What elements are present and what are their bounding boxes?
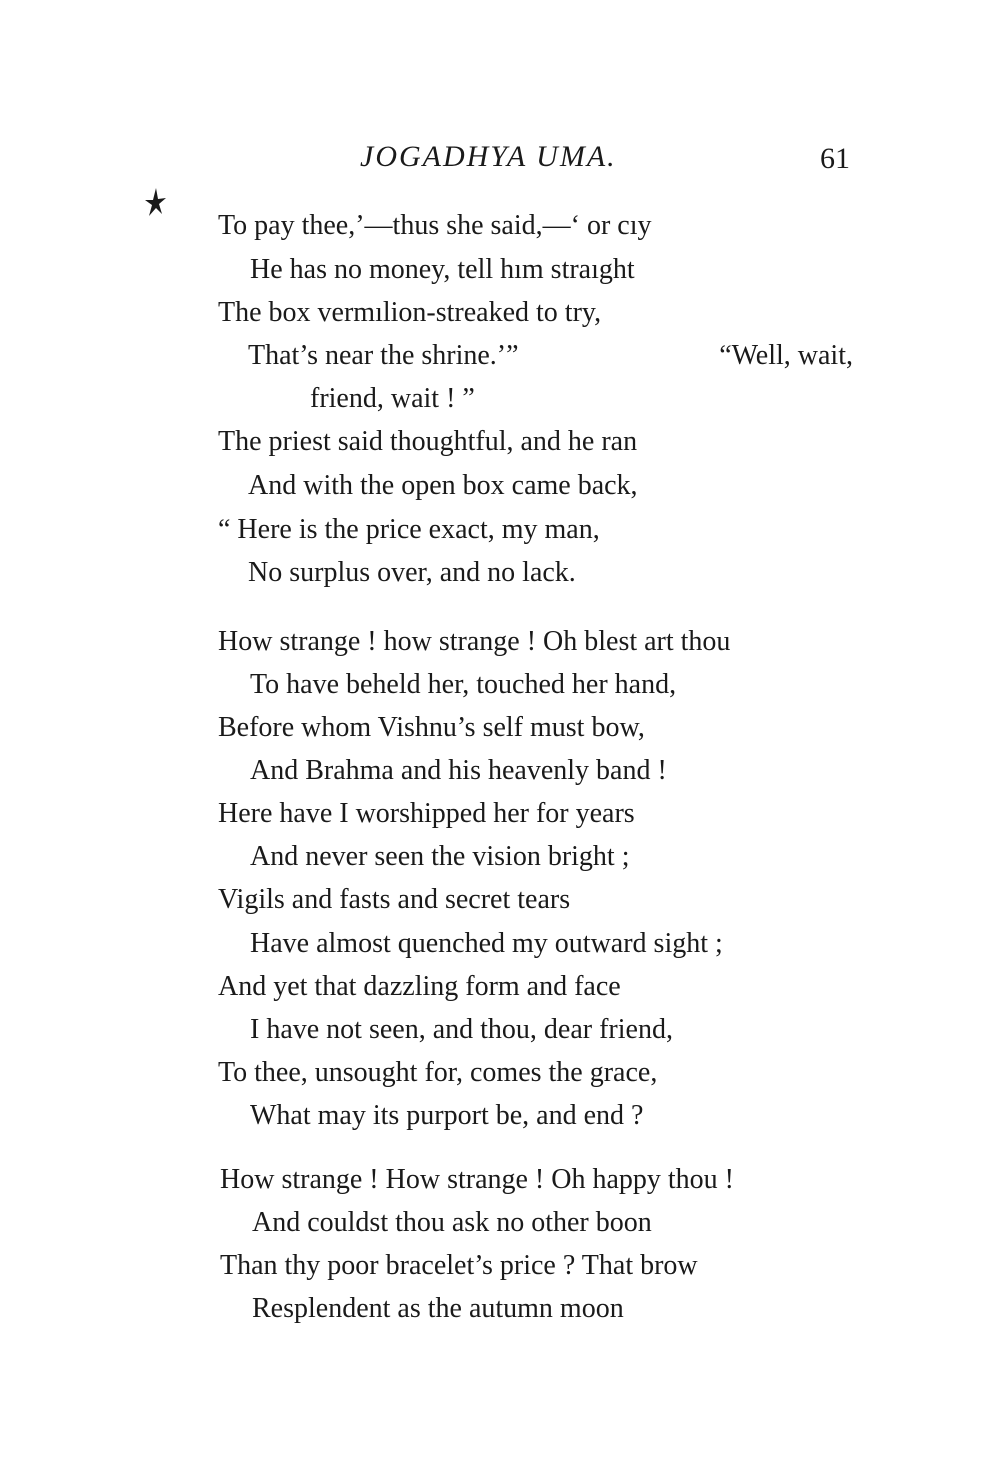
verse-line: And Brahma and his heavenly band !	[250, 755, 667, 786]
verse-line: He has no money, tell hım straıght	[250, 254, 635, 285]
verse-line: And yet that dazzling form and face	[218, 971, 621, 1002]
verse-line: And never seen the vision bright ;	[250, 841, 630, 872]
verse-line: How strange ! how strange ! Oh blest art thou	[218, 626, 731, 657]
verse-line: Vigils and fasts and secret tears	[218, 884, 571, 915]
verse-line: “ Here is the price exact, my man,	[218, 514, 600, 545]
verse-line: Than thy poor bracelet’s price ? That brow	[220, 1250, 698, 1281]
verse-line: No surplus over, and no lack.	[248, 557, 576, 588]
verse-line: Here have I worshipped her for years	[218, 798, 635, 829]
verse-line: Resplendent as the autumn moon	[252, 1293, 624, 1324]
verse-line: friend, wait ! ”	[310, 383, 475, 414]
verse-line: To have beheld her, touched her hand,	[250, 669, 677, 700]
verse-line: How strange ! How strange ! Oh happy thou !	[220, 1164, 734, 1195]
page-title: JOGADHYA UMA.	[360, 140, 617, 173]
verse-line: The priest said thoughtful, and he ran	[218, 426, 638, 457]
verse-line: Before whom Vishnu’s self must bow,	[218, 712, 645, 743]
margin-mark-icon	[140, 186, 170, 226]
verse-line: To thee, unsought for, comes the grace,	[218, 1057, 658, 1088]
verse-line: And with the open box came back,	[248, 470, 638, 501]
verse-line: Have almost quenched my outward sight ;	[250, 928, 723, 959]
verse-line: What may its purport be, and end ?	[250, 1100, 644, 1131]
verse-line: To pay thee,’—thus she said,—‘ or cıy	[218, 210, 652, 241]
verse-line: The box vermılion-streaked to try,	[218, 297, 602, 328]
verse-line: I have not seen, and thou, dear friend,	[250, 1014, 673, 1045]
verse-line-part: That’s near the shrine.’”	[248, 340, 519, 371]
verse-line-part: “Well, wait,	[719, 340, 853, 371]
verse-line: And couldst thou ask no other boon	[252, 1207, 652, 1238]
page-number: 61	[820, 142, 850, 175]
verse-line	[248, 342, 853, 370]
